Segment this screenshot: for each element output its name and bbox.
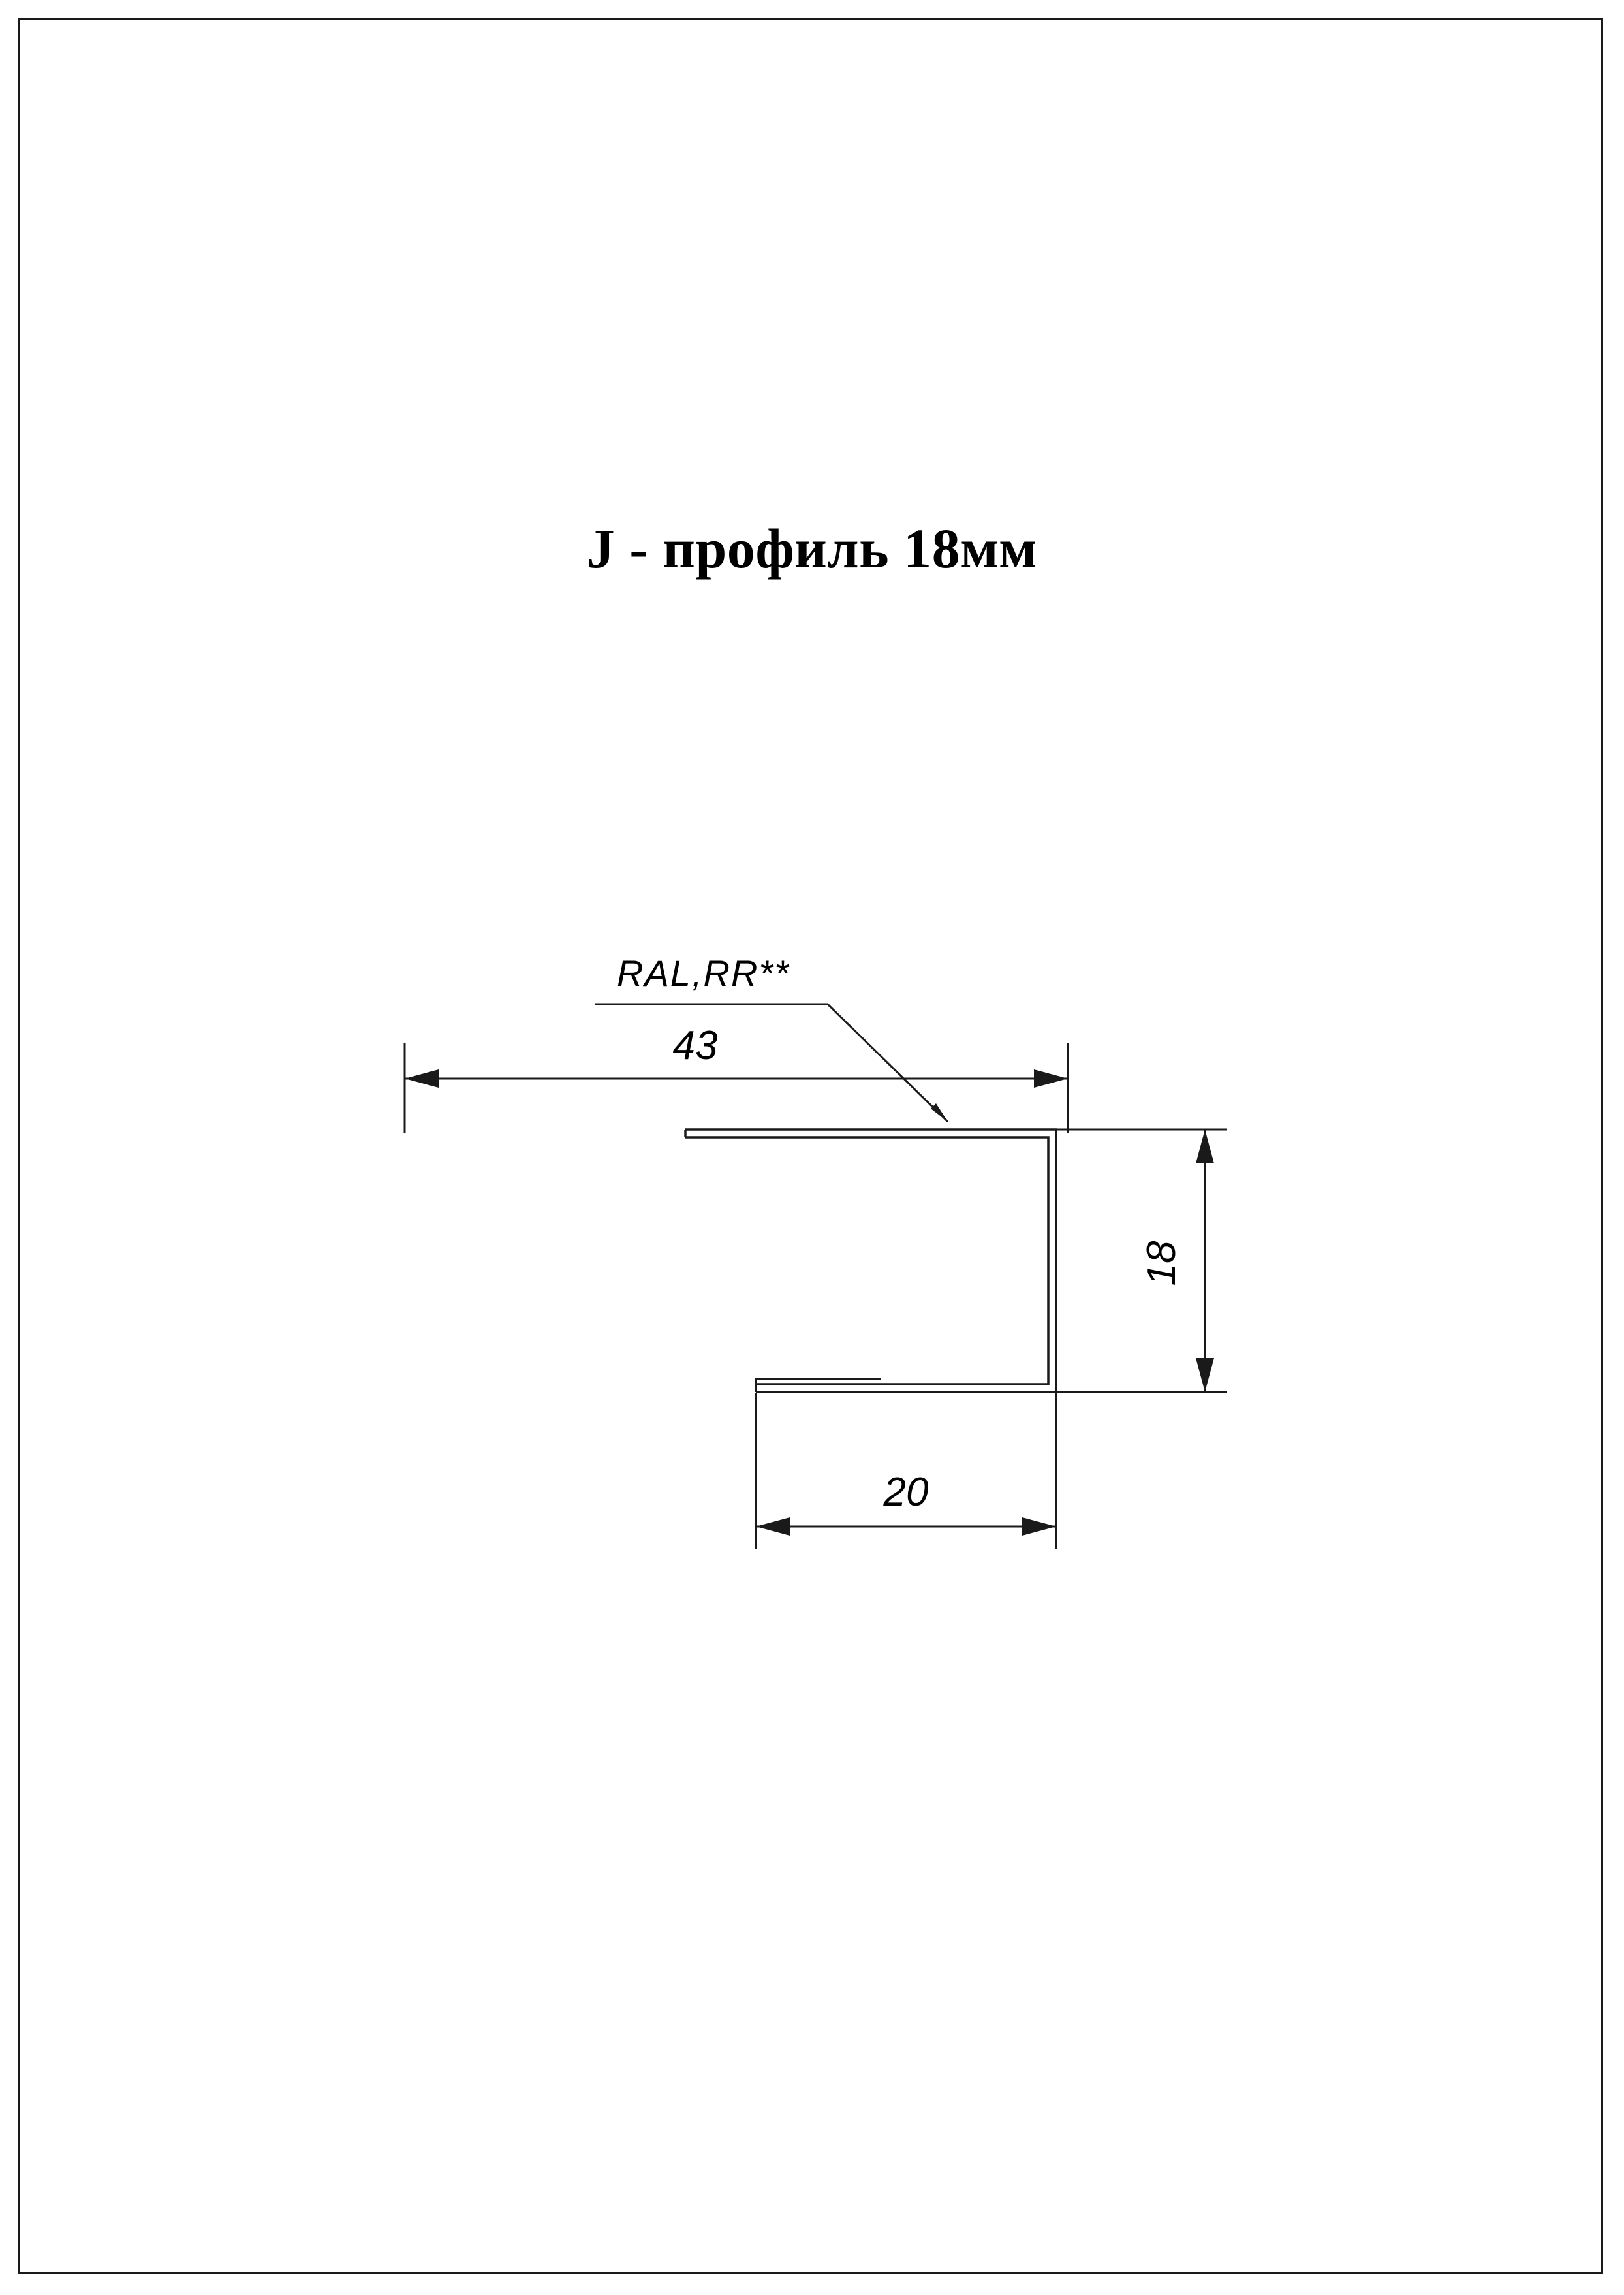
page-title: J - профиль 18мм	[586, 517, 1038, 580]
profile-outline	[685, 1130, 1056, 1392]
coating-callout	[595, 1004, 948, 1122]
dimension-43	[405, 1043, 1068, 1133]
dimension-label-20: 20	[883, 1470, 929, 1515]
callout-label-ral-rr: RAL,RR**	[617, 953, 790, 994]
dimension-label-43: 43	[672, 1023, 718, 1068]
dimension-label-18: 18	[1139, 1241, 1184, 1286]
